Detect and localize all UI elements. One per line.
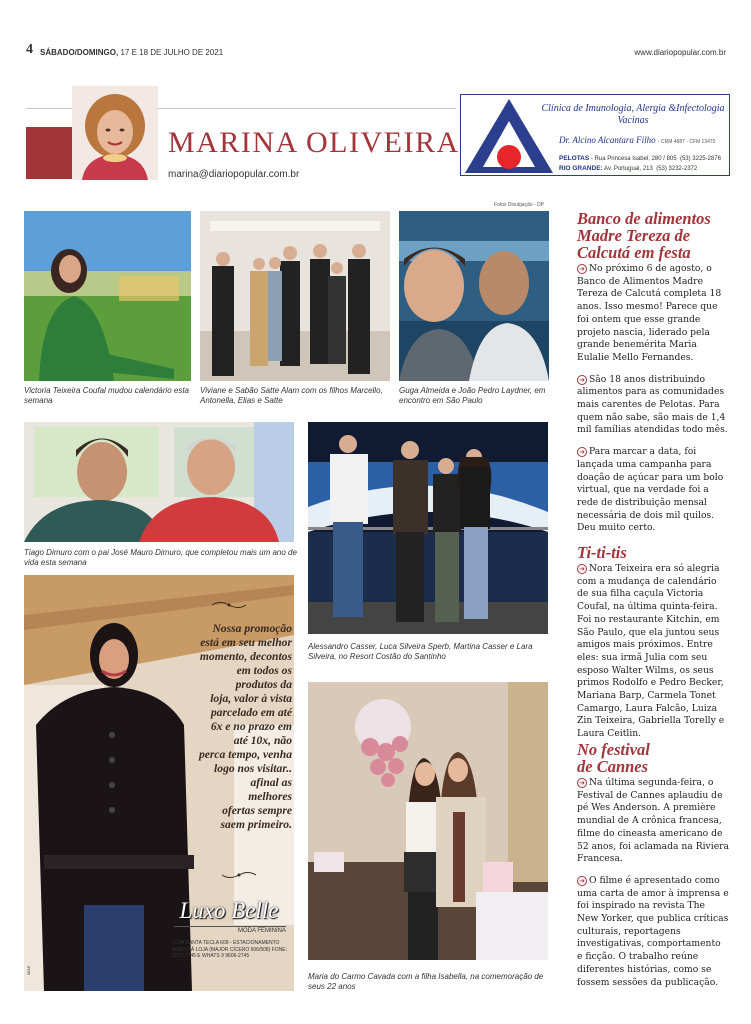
doctor-name: Dr. Alcino Alcantara Filho <box>559 135 656 145</box>
promo-text <box>168 622 292 832</box>
dateline <box>40 48 223 57</box>
brand-address: LOJA SANTA TECLA 609 - ESTACIONAMENTO ANEXO À LOJA (MAJOR CÍCERO 506/508) FONE: 3222-2745 E WHATS 9 9606-2745 <box>172 940 288 959</box>
address-pelotas: - Rua Princesa Isabel, 280 / 805 <box>590 156 677 162</box>
photo-victoria <box>24 211 191 381</box>
columnist-portrait <box>72 86 158 180</box>
arrow-bullet-icon: ➔ <box>577 564 587 574</box>
caption-victoria: Victoria Teixeira Coufal mudou calendário esta semana <box>24 386 189 405</box>
ornament-top-icon <box>212 600 246 610</box>
article-heading: No festival de Cannes <box>577 740 650 776</box>
clinic-doctor <box>559 135 715 145</box>
article-paragraph <box>577 446 729 535</box>
article-ti-ti-tis <box>577 544 729 750</box>
promo-line: parcelado em até <box>210 706 292 719</box>
arrow-bullet-icon: ➔ <box>577 264 587 274</box>
ad-code: 0818 <box>26 966 31 975</box>
ornament-bottom-icon <box>222 870 256 880</box>
arrow-bullet-icon: ➔ <box>577 447 587 457</box>
clinic-address-pelotas <box>559 155 721 162</box>
promo-line: ofertas sempre <box>222 804 292 817</box>
photo-maria-isabella <box>308 682 548 960</box>
article-heading: Ti-ti-tis <box>577 543 627 562</box>
promo-line: afinal as <box>250 776 292 789</box>
header-red-block <box>26 127 76 179</box>
promo-line: momento, decontos <box>199 650 292 663</box>
promo-line: Nossa promoção <box>212 622 292 635</box>
brand-tagline: MODA FEMININA <box>174 926 286 934</box>
promo-line: 6x e no prazo em <box>210 720 292 733</box>
promo-line: até 10x, não <box>233 734 292 747</box>
article-cannes <box>577 741 729 998</box>
paragraph-text: Nora Teixeira era só alegria com a mudança de calendário de sua filha caçula Victoria Coufal, na última quinta-feira. Foi no restaurante Kitchin, em São Paulo, que ela juntou seus amigos mais próximos. Entre eles: sua irmã Julia com seu esposo Walter Wilms, os seus primos Rodolfo e Pedro Becker, Mariana Barp, Carmela Tonet Camargo, Laura Falcão, Luiza Zin Teixeira, Gabriella Torelly e Laura Ceitlin. <box>577 563 725 740</box>
clinic-ad[interactable] <box>460 94 730 176</box>
article-paragraph <box>577 263 729 365</box>
photo-casser-family <box>308 422 548 634</box>
city-riogrande: RIO GRANDE: <box>559 165 603 172</box>
arrow-bullet-icon: ➔ <box>577 876 587 886</box>
arrow-bullet-icon: ➔ <box>577 375 587 385</box>
phone-pelotas: (53) 3225-2876 <box>679 156 721 162</box>
doctor-crm: - CRM 4887 - CFM 13470 <box>657 139 716 145</box>
date-label: 17 E 18 DE JULHO DE 2021 <box>120 48 224 57</box>
column-title: MARINA OLIVEIRA <box>168 126 460 159</box>
article-banco-alimentos <box>577 210 729 544</box>
paragraph-text: No próximo 6 de agosto, o Banco de Alimentos Madre Tereza de Calcutá completa 18 anos. Isso mesmo! Parece que foi ontem que esse grande projeto nascia, liderado pela grande benemérita Maria Eulalie Mello Fernandes. <box>577 263 722 363</box>
day-label: SÁBADO/DOMINGO, <box>40 48 119 57</box>
promo-line: logo nos visitar.. <box>214 762 292 775</box>
article-paragraph <box>577 777 729 866</box>
caption-guga-joao: Guga Almeida e João Pedro Laydner, em encontro em São Paulo <box>399 386 546 405</box>
photo-credit: Fotos Divulgação - DP <box>494 202 545 208</box>
photo-satte-alam-family <box>200 211 390 381</box>
clinic-name-line2: Vacinas <box>617 115 649 126</box>
clinic-address-riogrande <box>559 165 697 172</box>
caption-casser-family: Alessandro Casser, Luca Silveira Sperb, Martina Casser e Lara Silveira, no Resort Costão do Santinho <box>308 642 533 661</box>
paragraph-text: Para marcar a data, foi lançada uma campanha para doação de açúcar para um bolo virtual, que na verdade foi a rede de distribuição mensal necessária de dois mil quilos. Deu muito certo. <box>577 446 724 534</box>
site-url[interactable]: www.diariopopular.com.br <box>634 48 726 57</box>
promo-line: em todos os <box>236 664 292 677</box>
brand-logo: Luxo Belle <box>179 898 279 923</box>
promo-line: está em seu melhor <box>200 636 292 649</box>
page-header <box>26 42 726 59</box>
promo-line: perca tempo, venha <box>198 748 292 761</box>
article-heading: Banco de alimentos Madre Tereza de Calcutá em festa <box>577 209 711 262</box>
photo-tiago-dimuro <box>24 422 294 542</box>
photo-guga-joao <box>399 211 549 381</box>
paragraph-text: O filme é apresentado como uma carta de amor à imprensa e foi inspirado na revista The New Yorker, que publica críticas culturais, reportagens investigativas, comportamento e ficção. O trabalho reúne diferentes histórias, como se fossem sessões da publicação. <box>577 874 729 988</box>
address-riogrande: Av. Portugual, 213 <box>604 166 653 172</box>
article-paragraph <box>577 563 729 741</box>
city-pelotas: PELOTAS <box>559 155 590 162</box>
promo-line: loja, valor à vista <box>210 692 292 705</box>
column-email[interactable]: marina@diariopopular.com.br <box>168 169 300 180</box>
page-number: 4 <box>26 42 33 57</box>
promo-line: melhores <box>248 790 292 803</box>
promo-line: produtos da <box>235 678 292 691</box>
clinic-name-line1: Clínica de Imunologia, Alergia &Infectologia <box>541 103 725 114</box>
paragraph-text: São 18 anos distribuindo alimentos para as comunidades mais carentes de Pelotas. Para quem não sabe, são mais de 1,4 mil famílias atendidas todo mês. <box>577 373 728 436</box>
caption-tiago-dimuro: Tiago Dimuro com o pai José Mauro Dimuro, que completou mais um ano de vida esta semana <box>24 548 297 567</box>
promo-line: saem primeiro. <box>220 818 292 831</box>
paragraph-text: Na última segunda-feira, o Festival de Cannes aplaudiu de pé Wes Anderson. A première mundial de A crônica francesa, filme do cineasta americano de 52 anos, foi aclamada na Riviera Francesa. <box>577 777 729 865</box>
phone-riogrande: (53) 3232-2372 <box>656 166 698 172</box>
article-paragraph <box>577 875 729 989</box>
caption-satte-alam: Viviane e Sabão Satte Alam com os filhos Marcello, Antonella, Elias e Satte <box>200 386 383 405</box>
clinic-name <box>537 103 729 127</box>
article-paragraph <box>577 374 729 438</box>
arrow-bullet-icon: ➔ <box>577 778 587 788</box>
caption-maria-isabella: Maria do Carmo Cavada com a filha Isabella, na comemoração de seus 22 anos <box>308 972 544 991</box>
